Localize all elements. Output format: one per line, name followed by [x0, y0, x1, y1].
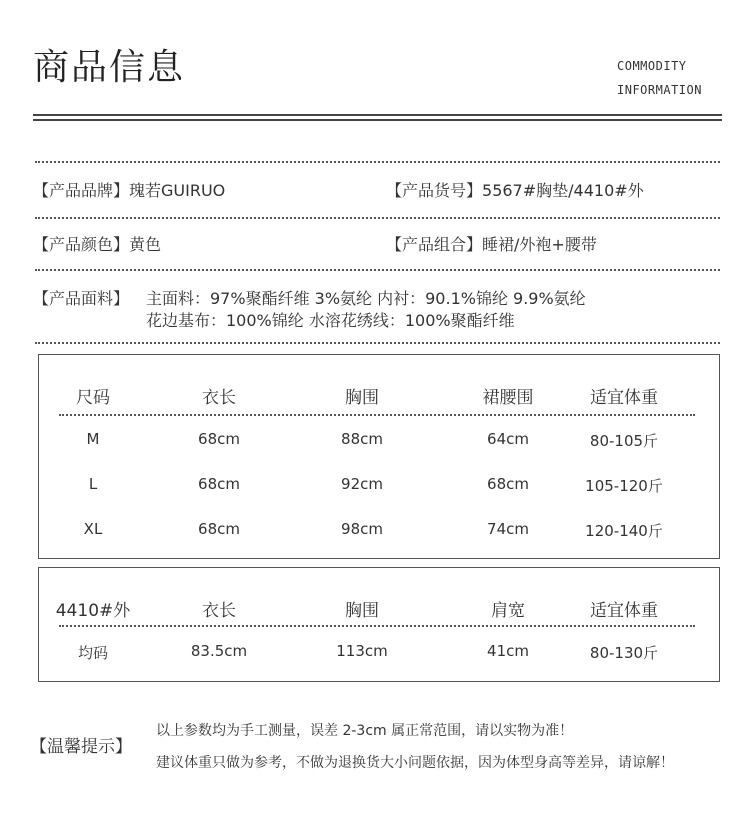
table-cell: 80-130斤: [589, 644, 659, 662]
table-cell: 92cm: [341, 475, 383, 493]
table-header-divider: [59, 625, 695, 627]
color-info: [33, 235, 161, 255]
table-cell: 64cm: [487, 430, 529, 448]
table-cell: 120-140斤: [585, 522, 663, 540]
color-label: 【产品颜色】: [33, 235, 130, 254]
table-header-divider: [59, 414, 695, 416]
table-cell: 均码: [77, 644, 109, 662]
dotted-divider: [35, 342, 720, 344]
header-divider-bottom: [33, 119, 722, 121]
table-header-cell: 适宜体重: [590, 601, 658, 621]
table-cell: 98cm: [341, 520, 383, 538]
notice-line-1: 以上参数均为手工测量，误差 2-3cm 属正常范围，请以实物为准！: [156, 723, 574, 739]
item-no-info: [386, 181, 644, 201]
combo-value: 睡裙/外袍+腰带: [482, 235, 597, 254]
brand-value: 瑰若GUIRUO: [129, 181, 226, 200]
notice-line-2: 建议体重只做为参考，不做为退换货大小问题依据，因为体型身高等差异，请谅解！: [156, 755, 674, 771]
table-header-cell: 胸围: [345, 601, 379, 621]
table-header-cell: 尺码: [76, 388, 110, 408]
table-header-cell: 裙腰围: [482, 388, 534, 408]
header-divider-top: [33, 114, 722, 116]
table-cell: XL: [83, 520, 103, 538]
page-title: 商品信息: [33, 47, 186, 88]
table-cell: 88cm: [341, 430, 383, 448]
table-cell: 74cm: [487, 520, 529, 538]
size-table: [38, 354, 720, 559]
table-cell: 105-120斤: [585, 477, 663, 495]
fabric-label: 【产品面料】: [33, 289, 130, 308]
table-cell: 68cm: [487, 475, 529, 493]
table-cell: L: [88, 475, 98, 493]
table-cell: 41cm: [487, 642, 529, 660]
item-no-label: 【产品货号】: [386, 181, 483, 200]
table-cell: 113cm: [336, 642, 388, 660]
table-cell: 83.5cm: [190, 642, 248, 660]
combo-info: [386, 235, 597, 255]
table-header-cell: 适宜体重: [590, 388, 658, 408]
table-cell: 68cm: [198, 520, 240, 538]
color-value: 黄色: [129, 235, 162, 254]
table-header-cell: 肩宽: [491, 601, 525, 621]
combo-label: 【产品组合】: [386, 235, 483, 254]
table-cell: 68cm: [198, 430, 240, 448]
subtitle-information: INFORMATION: [617, 83, 702, 97]
table-header-cell: 衣长: [202, 601, 236, 621]
table-header-cell: 衣长: [202, 388, 236, 408]
table-cell: M: [86, 430, 100, 448]
dotted-divider: [35, 269, 720, 271]
item-no-value: 5567#胸垫/4410#外: [482, 181, 644, 200]
notice-label: 【温馨提示】: [30, 737, 132, 757]
table-header-cell: 胸围: [345, 388, 379, 408]
table-cell: 68cm: [198, 475, 240, 493]
fabric-line-1: 主面料：97%聚酯纤维 3%氨纶 内衬：90.1%锦纶 9.9%氨纶: [146, 289, 586, 308]
subtitle-commodity: COMMODITY: [617, 59, 687, 73]
brand-info: [33, 181, 225, 201]
fabric-line-2: 花边基布：100%锦纶 水溶花绣线：100%聚酯纤维: [146, 311, 515, 330]
outer-robe-size-table: [38, 567, 720, 682]
dotted-divider: [35, 217, 720, 219]
dotted-divider: [35, 161, 720, 163]
table-cell: 80-105斤: [589, 432, 659, 450]
table-header-cell: 4410#外: [55, 601, 131, 621]
brand-label: 【产品品牌】: [33, 181, 130, 200]
